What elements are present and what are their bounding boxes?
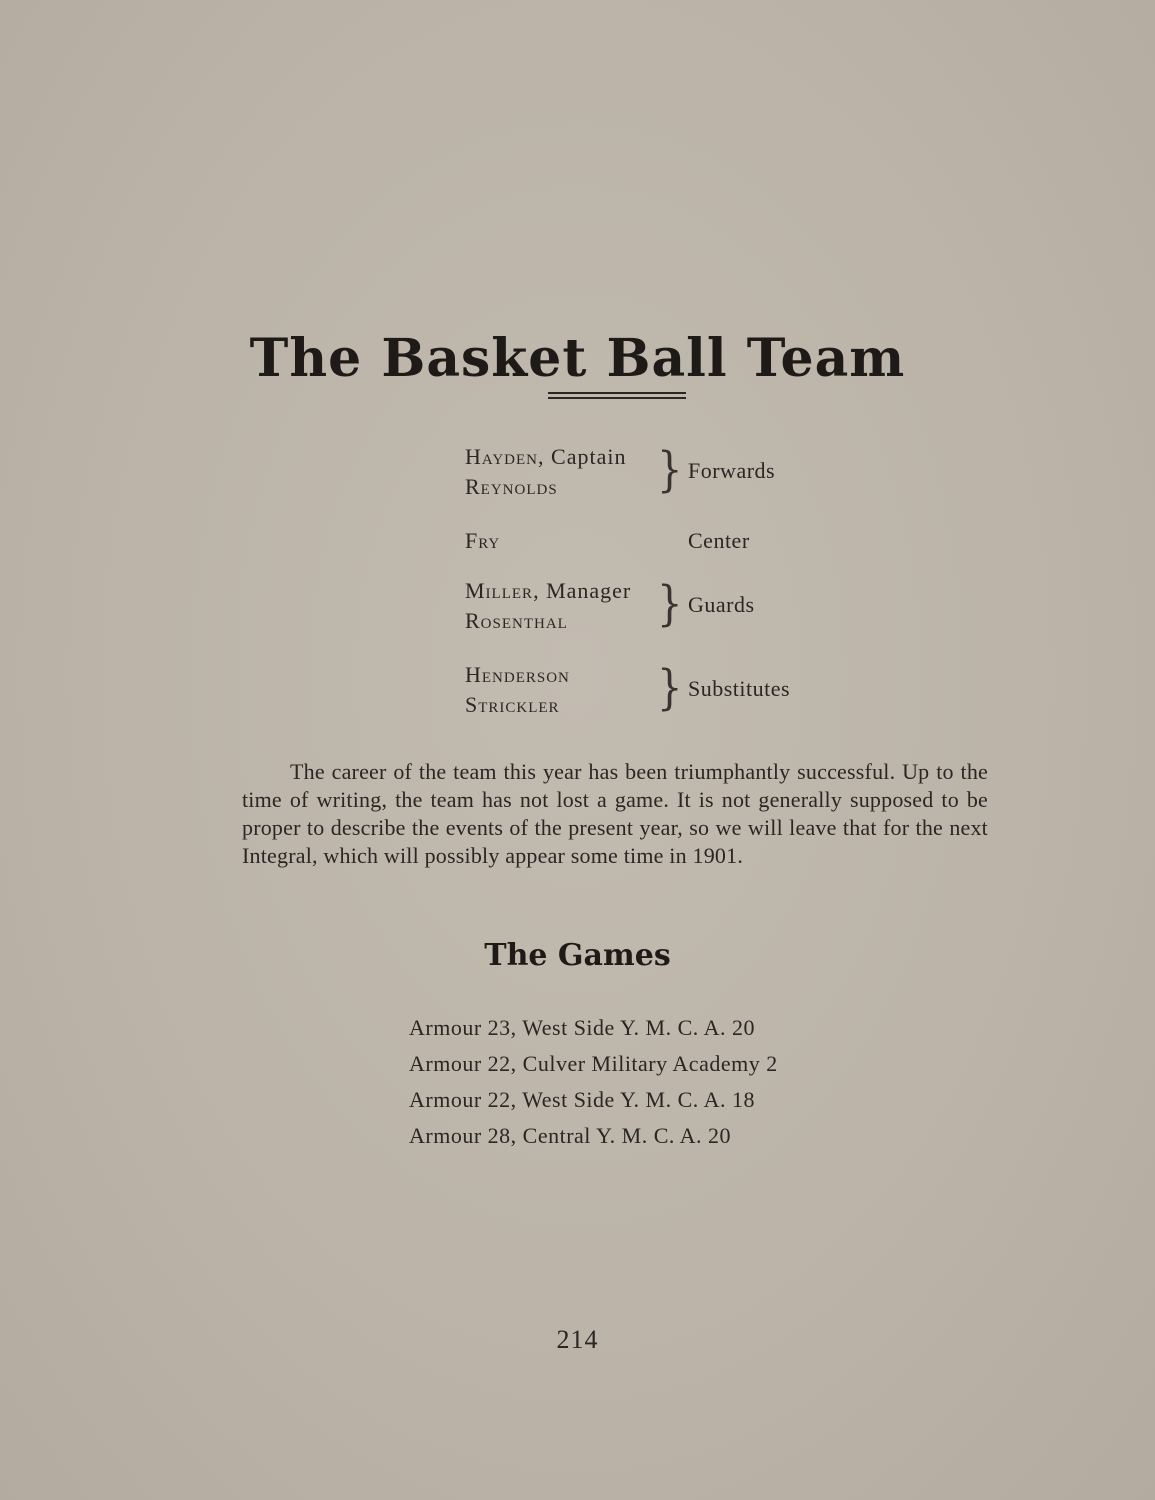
title-underline [548,392,686,399]
games-heading: The Games [484,938,671,973]
page-number: 214 [556,1325,599,1354]
position-label: Guards [688,592,755,617]
roster-player: Strickler [465,692,560,717]
brace-icon: } [657,442,683,498]
player-role: , Captain [538,444,627,469]
roster-player [465,578,631,604]
roster-player: Henderson [465,662,570,687]
page-title: The Basket Ball Team [249,328,906,389]
game-result: Armour 28, Central Y. M. C. A. 20 [409,1123,732,1148]
roster-player: Reynolds [465,474,558,499]
position-label: Forwards [688,458,776,483]
brace-icon: } [657,660,683,716]
games-list [409,1010,849,1154]
game-result: Armour 23, West Side Y. M. C. A. 20 [409,1015,755,1040]
game-result: Armour 22, West Side Y. M. C. A. 18 [409,1087,755,1112]
roster-forwards [465,444,885,514]
roster-player [465,444,626,470]
roster-guards [465,578,885,648]
position-label: Center [688,528,750,553]
game-result: Armour 22, Culver Military Academy 2 [409,1051,778,1076]
roster-player: Fry [465,528,501,553]
roster-substitutes [465,662,885,732]
position-label: Substitutes [688,676,791,701]
player-role: , Manager [533,578,632,603]
brace-icon: } [657,576,683,632]
roster-player: Rosenthal [465,608,568,633]
body-paragraph: The career of the team this year has been triumphantly successful. Up to the time of writing, the team has not lost a game. It is not generally supposed to be proper to describe the events of the present year, so we will leave that for the next Integral, which will possibly appear some time in 1901. [242,759,988,868]
player-name: Miller [465,578,534,603]
player-name: Hayden [465,444,539,469]
